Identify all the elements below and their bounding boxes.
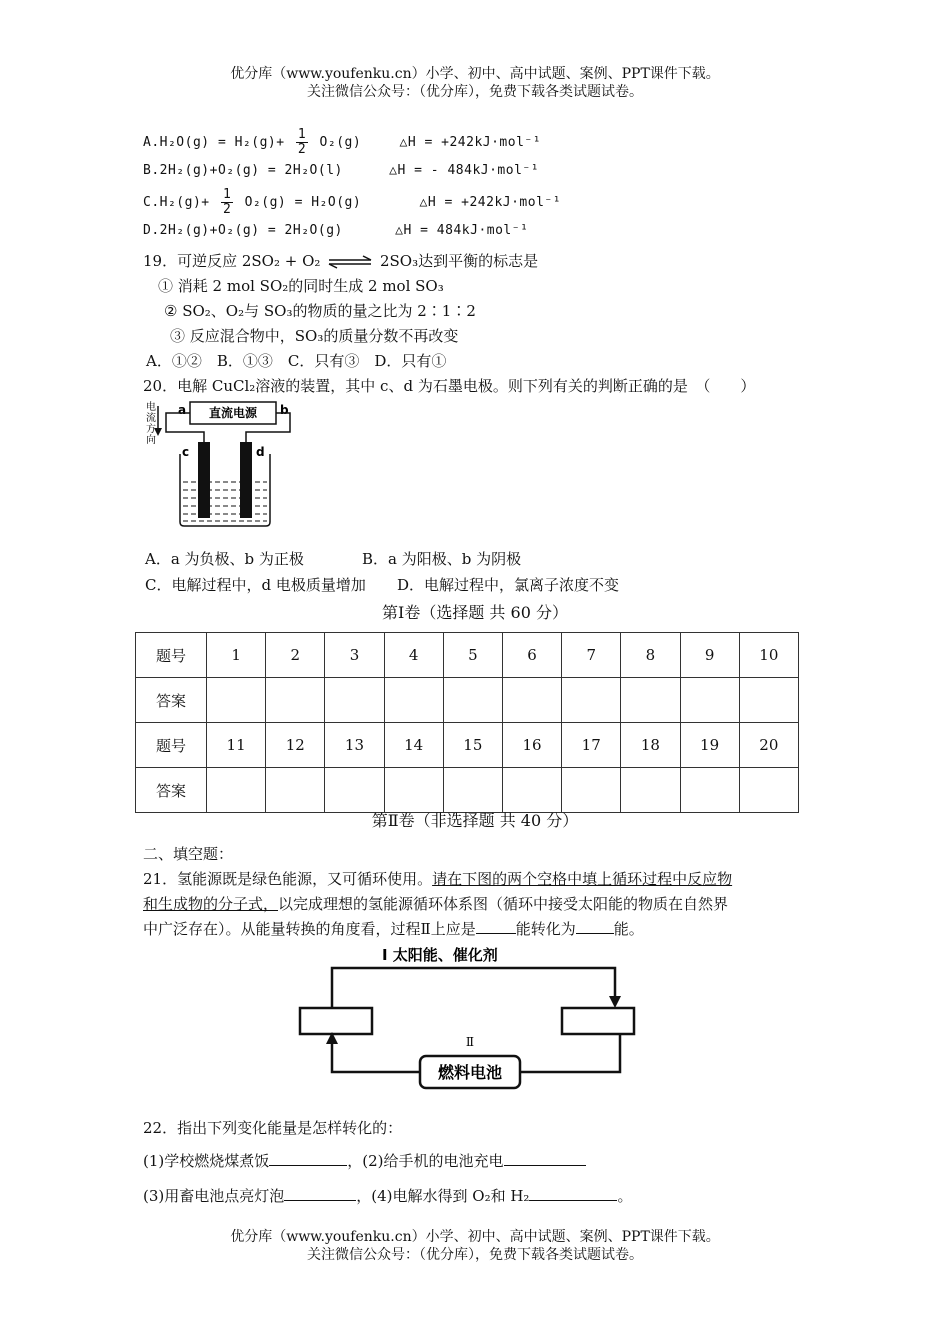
q22-line-2: (3)用畜电池点亮灯泡 ，(4)电解水得到 O₂和 H₂ 。: [143, 1187, 633, 1205]
answer-cell[interactable]: [207, 678, 266, 723]
answer-cell[interactable]: [325, 768, 384, 813]
answer-table: [135, 632, 799, 813]
cell-num: 9: [680, 633, 739, 678]
cell-question-label: 题号: [136, 723, 207, 768]
hydrogen-cycle-diagram: [290, 938, 650, 1093]
section-1-title: 第Ⅰ卷（选择题 共 60 分）: [382, 603, 568, 622]
q20-option-d: D．电解过程中，氯离子浓度不变: [397, 576, 620, 594]
cell-num: 1: [207, 633, 266, 678]
electrode-d: [240, 442, 252, 518]
q22-blank-2[interactable]: [504, 1150, 586, 1166]
arrow-down-icon: [609, 996, 621, 1008]
terminal-b: b: [280, 403, 289, 417]
answer-cell[interactable]: [621, 768, 680, 813]
svg-text:向: 向: [146, 435, 156, 446]
q22-blank-1[interactable]: [269, 1150, 347, 1166]
q21-blank-1[interactable]: [476, 918, 516, 934]
label-d: d: [256, 445, 265, 459]
cell-num: 4: [384, 633, 443, 678]
q20-option-c: C．电解过程中，d 电极质量增加: [145, 576, 366, 594]
footer-line-1: 优分库（www.youfenku.cn）小学、初中、高中试题、案例、PPT课件下载。: [230, 1229, 720, 1245]
cell-num: 14: [384, 723, 443, 768]
cell-num: 12: [266, 723, 325, 768]
solution-lines: [183, 482, 267, 521]
q21-line-2: 和生成物的分子式，以完成理想的氢能源循环体系图（循环中接受太阳能的物质在自然界: [143, 895, 729, 913]
blank-box-right[interactable]: [562, 1008, 634, 1034]
cell-num: 6: [502, 633, 561, 678]
fuel-cell-label: 燃料电池: [437, 1063, 503, 1082]
footer-line-2: 关注微信公众号：（优分库），免费下载各类试题试卷。: [307, 1247, 643, 1263]
process-1-label: Ⅰ 太阳能、催化剂: [382, 946, 498, 964]
cell-num: 16: [502, 723, 561, 768]
process-2-label: Ⅱ: [465, 1035, 475, 1049]
electrolysis-diagram: [142, 398, 292, 532]
q18-option-b: B.2H₂(g)+O₂(g) = 2H₂O(l) △H = - 484kJ·mol⁻¹: [143, 163, 540, 178]
q22-stem: 22．指出下列变化能量是怎样转化的：: [143, 1119, 403, 1137]
cell-num: 19: [680, 723, 739, 768]
q22-line-1: (1)学校燃烧煤煮饭 ，(2)给手机的电池充电: [143, 1150, 586, 1172]
electrode-c: [198, 442, 210, 518]
q20-stem: 20．电解 CuCl₂溶液的装置，其中 c、d 为石墨电极。则下列有关的判断正确的是 （ ）: [143, 377, 756, 395]
table-row: [136, 678, 799, 723]
q19-item-1: ① 消耗 2 mol SO₂的同时生成 2 mol SO₃: [158, 277, 444, 295]
header-line-1: 优分库（www.youfenku.cn）小学、初中、高中试题、案例、PPT课件下载。: [230, 66, 720, 82]
cell-answer-label: 答案: [136, 768, 207, 813]
label-c: c: [182, 445, 190, 459]
svg-text:方: 方: [146, 424, 156, 435]
q22-blank-3[interactable]: [284, 1185, 356, 1201]
answer-cell[interactable]: [443, 678, 502, 723]
terminal-a: a: [178, 403, 187, 417]
equilibrium-arrow-icon: [327, 255, 373, 269]
table-row: [136, 633, 799, 678]
power-source-label: 直流电源: [208, 406, 258, 420]
q18-option-a: A.H₂O(g) = H₂(g)+ $\frac{1}{2}$ O₂(g) △H = +242kJ·mol⁻¹: [143, 127, 542, 157]
q21-line-1: 21．氢能源既是绿色能源，又可循环使用。请在下图的两个空格中填上循环过程中反应物: [143, 870, 733, 888]
cell-num: 3: [325, 633, 384, 678]
answer-cell[interactable]: [384, 678, 443, 723]
header-line-2: 关注微信公众号：（优分库），免费下载各类试题试卷。: [307, 84, 643, 100]
q20-option-a: A．a 为负极、b 为正极: [145, 550, 304, 568]
answer-cell[interactable]: [562, 678, 621, 723]
cell-num: 7: [562, 633, 621, 678]
q21-line-3: 中广泛存在）。从能量转换的角度看，过程Ⅱ上应是 能转化为 能。: [143, 920, 644, 938]
cell-num: 15: [443, 723, 502, 768]
q18-option-d: D.2H₂(g)+O₂(g) = 2H₂O(g) △H = 484kJ·mol⁻¹: [143, 223, 529, 238]
answer-cell[interactable]: [680, 678, 739, 723]
q19-options: A．①② B．①③ C．只有③ D．只有①: [146, 352, 447, 370]
q18-option-c: C.H₂(g)+ $\frac{1}{2}$ O₂(g) = H₂O(g) △H = +242kJ·mol⁻¹: [143, 187, 562, 217]
answer-cell[interactable]: [266, 678, 325, 723]
answer-cell[interactable]: [207, 768, 266, 813]
answer-cell[interactable]: [502, 768, 561, 813]
blank-box-left[interactable]: [300, 1008, 372, 1034]
answer-cell[interactable]: [562, 768, 621, 813]
cell-question-label: 题号: [136, 633, 207, 678]
q22-blank-4[interactable]: [529, 1185, 617, 1201]
current-direction-char-1: 电: [146, 402, 156, 413]
answer-cell[interactable]: [325, 678, 384, 723]
answer-cell[interactable]: [739, 768, 798, 813]
cell-num: 13: [325, 723, 384, 768]
q19-item-3: ③ 反应混合物中，SO₃的质量分数不再改变: [170, 327, 459, 345]
svg-text:流: 流: [146, 413, 156, 424]
cell-answer-label: 答案: [136, 678, 207, 723]
table-row: [136, 723, 799, 768]
section-2-title: 第Ⅱ卷（非选择题 共 40 分）: [371, 811, 579, 830]
cell-num: 8: [621, 633, 680, 678]
answer-cell[interactable]: [266, 768, 325, 813]
answer-cell[interactable]: [739, 678, 798, 723]
cell-num: 2: [266, 633, 325, 678]
answer-cell[interactable]: [502, 678, 561, 723]
table-row: [136, 768, 799, 813]
cell-num: 18: [621, 723, 680, 768]
fill-section-title: 二、填空题：: [143, 845, 234, 863]
cell-num: 17: [562, 723, 621, 768]
answer-cell[interactable]: [384, 768, 443, 813]
q19-stem: 19．可逆反应 2SO₂ + O₂ 2SO₃达到平衡的标志是: [143, 252, 539, 270]
cell-num: 11: [207, 723, 266, 768]
cell-num: 20: [739, 723, 798, 768]
answer-cell[interactable]: [680, 768, 739, 813]
cell-num: 10: [739, 633, 798, 678]
q19-item-2: ② SO₂、O₂与 SO₃的物质的量之比为 2∶1∶2: [164, 302, 476, 320]
q21-blank-2[interactable]: [576, 918, 614, 934]
cell-num: 5: [443, 633, 502, 678]
q20-option-b: B．a 为阳极、b 为阴极: [362, 550, 522, 568]
answer-cell[interactable]: [621, 678, 680, 723]
answer-cell[interactable]: [443, 768, 502, 813]
